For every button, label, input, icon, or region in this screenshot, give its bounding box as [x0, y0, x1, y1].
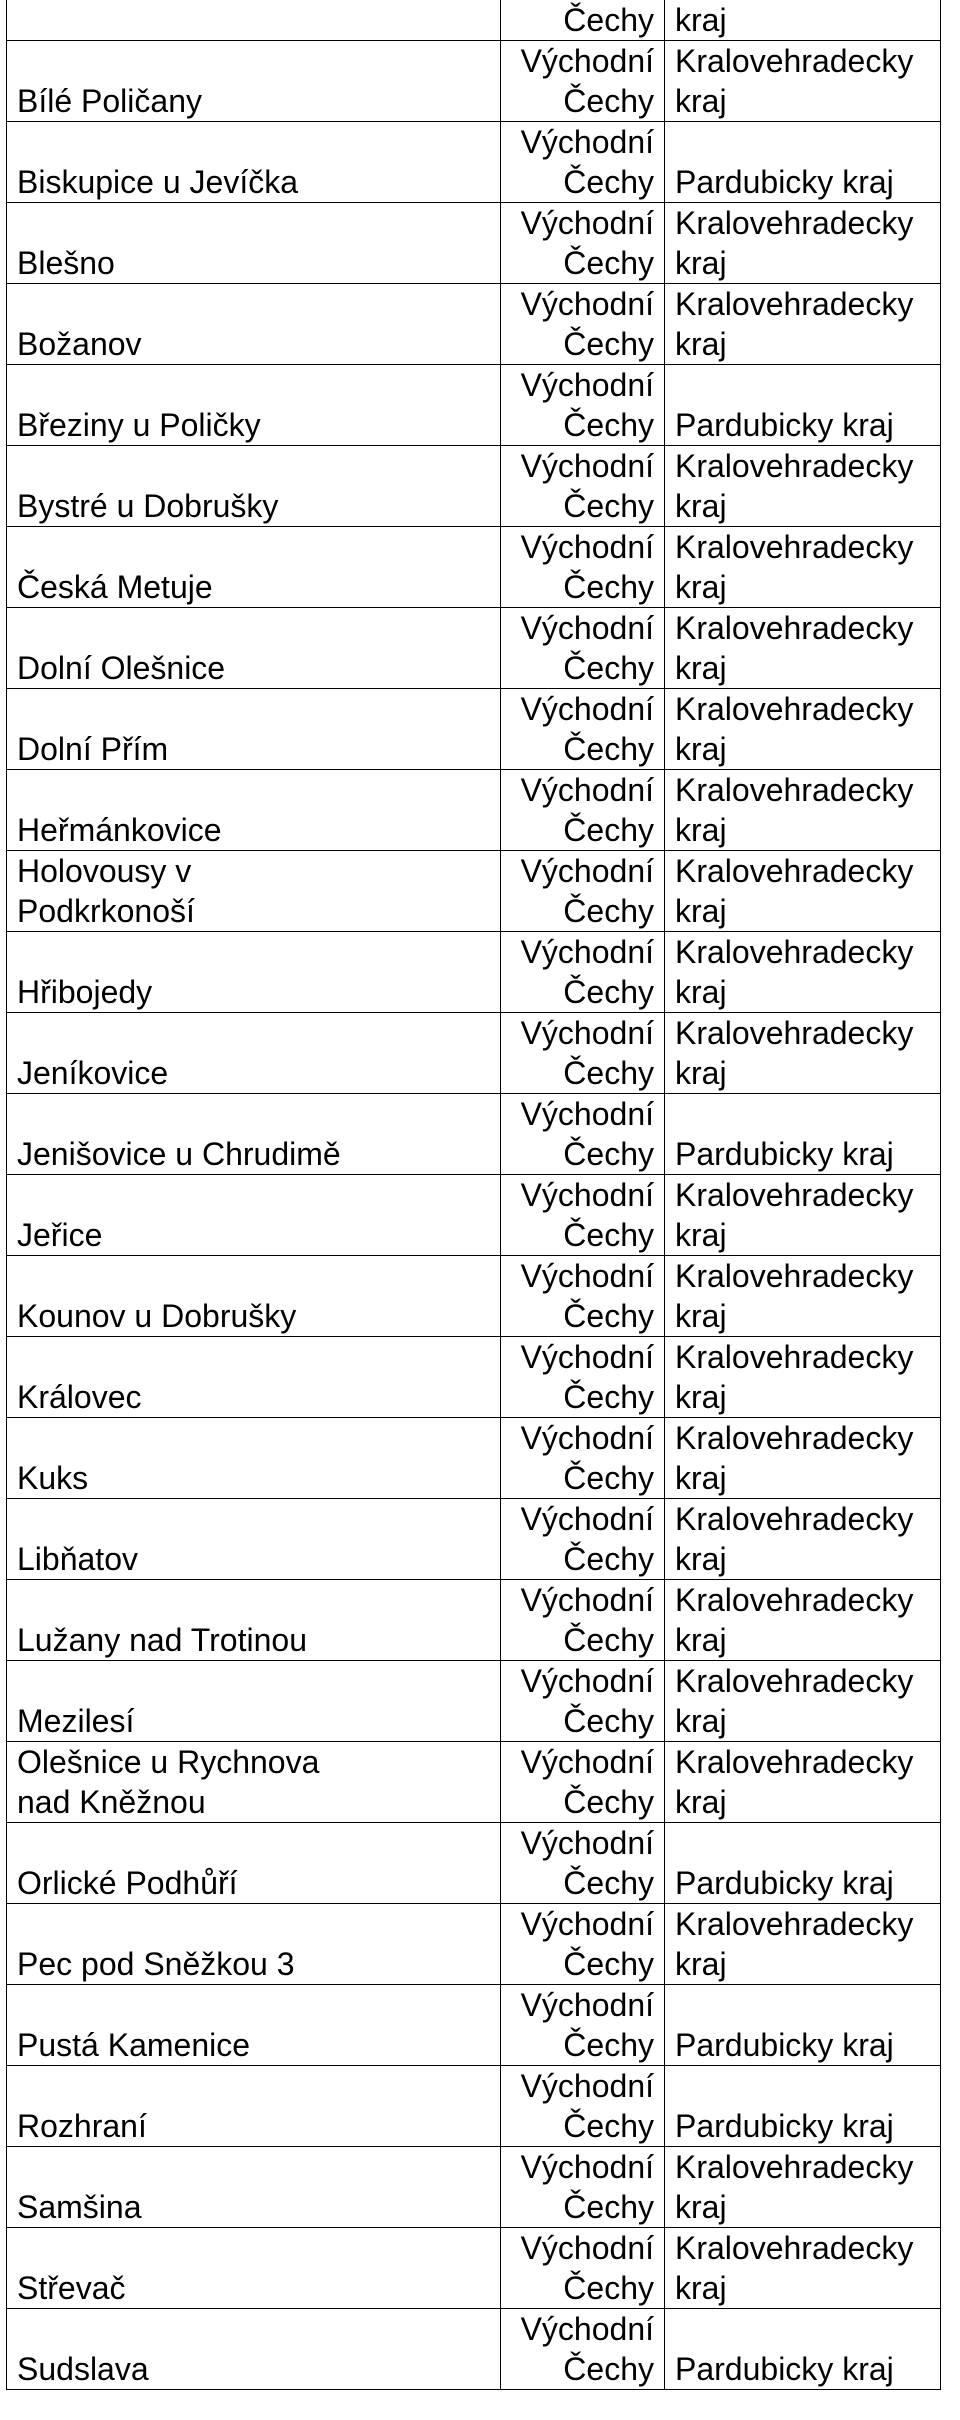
- region-line: Čechy: [563, 974, 654, 1010]
- kraj-cell: [665, 1580, 941, 1661]
- region-cell: [501, 1013, 665, 1094]
- kraj-line: kraj: [675, 812, 727, 848]
- region-line: Čechy: [563, 731, 654, 767]
- region-line: Východní: [520, 1258, 654, 1294]
- kraj-line: Kralovehradecky: [675, 43, 914, 79]
- region-line: Východní: [520, 1582, 654, 1618]
- region-line: Východní: [520, 205, 654, 241]
- table-row: [7, 2066, 941, 2147]
- region-line: Čechy: [563, 812, 654, 848]
- region-line: Východní: [520, 124, 654, 160]
- municipality-name-cell: [7, 932, 501, 1013]
- table-row: [7, 1985, 941, 2066]
- municipality-name-line: Březiny u Poličky: [17, 407, 261, 443]
- municipality-name-cell: [7, 1742, 501, 1823]
- kraj-line: kraj: [675, 83, 727, 119]
- table-row: [7, 2228, 941, 2309]
- table-row: [7, 932, 941, 1013]
- kraj-line: Pardubicky kraj: [675, 407, 894, 443]
- region-cell: [501, 1985, 665, 2066]
- table-row: [7, 1418, 941, 1499]
- kraj-cell: [665, 1418, 941, 1499]
- municipality-name-line: Bystré u Dobrušky: [17, 488, 279, 524]
- region-line: Čechy: [563, 2351, 654, 2387]
- municipality-name-cell: [7, 1823, 501, 1904]
- region-cell: [501, 2309, 665, 2390]
- kraj-line: kraj: [675, 1298, 727, 1334]
- municipality-name-line: Kounov u Dobrušky: [17, 1298, 297, 1334]
- kraj-cell: [665, 1175, 941, 1256]
- region-line: Čechy: [563, 488, 654, 524]
- municipality-name-cell: [7, 1499, 501, 1580]
- region-cell: [501, 1661, 665, 1742]
- table-row: [7, 689, 941, 770]
- municipality-name-line: Jenišovice u Chrudimě: [17, 1136, 341, 1172]
- municipality-name-cell: [7, 689, 501, 770]
- municipality-name-cell: [7, 122, 501, 203]
- region-line: Čechy: [563, 407, 654, 443]
- municipality-name-line: Jeníkovice: [17, 1055, 169, 1091]
- kraj-cell: [665, 1904, 941, 1985]
- municipality-name-line: Královec: [17, 1379, 142, 1415]
- municipality-name-cell: [7, 851, 501, 932]
- kraj-cell: [665, 2066, 941, 2147]
- municipality-name-cell: [7, 446, 501, 527]
- region-line: Čechy: [563, 1703, 654, 1739]
- region-line: Čechy: [563, 1622, 654, 1658]
- region-line: Východní: [520, 1906, 654, 1942]
- table-row: [7, 608, 941, 689]
- kraj-line: kraj: [675, 1541, 727, 1577]
- table-row: [7, 446, 941, 527]
- municipality-name-cell: [7, 2066, 501, 2147]
- table-row: [7, 1499, 941, 1580]
- kraj-cell: [665, 2228, 941, 2309]
- region-line: Východní: [520, 772, 654, 808]
- table-row: [7, 1661, 941, 1742]
- municipality-name-line: Hřibojedy: [17, 974, 153, 1010]
- municipality-name-cell: [7, 1013, 501, 1094]
- municipality-name-line: nad Kněžnou: [17, 1784, 206, 1820]
- municipality-name-line: Dolní Přím: [17, 731, 169, 767]
- region-line: Východní: [520, 367, 654, 403]
- table-row: [7, 1337, 941, 1418]
- kraj-line: Kralovehradecky: [675, 286, 914, 322]
- kraj-cell: [665, 1013, 941, 1094]
- region-line: Východní: [520, 43, 654, 79]
- region-line: Čechy: [563, 2189, 654, 2225]
- municipality-name-cell: [7, 2147, 501, 2228]
- region-cell: [501, 446, 665, 527]
- region-cell: [501, 689, 665, 770]
- table-row: [7, 527, 941, 608]
- municipality-name-line: Pustá Kamenice: [17, 2027, 251, 2063]
- region-line: Východní: [520, 1663, 654, 1699]
- region-line: Čechy: [563, 2270, 654, 2306]
- kraj-cell: [665, 1337, 941, 1418]
- region-line: Čechy: [563, 1136, 654, 1172]
- kraj-line: Kralovehradecky: [675, 2149, 914, 2185]
- kraj-line: Pardubicky kraj: [675, 2027, 894, 2063]
- kraj-cell: [665, 527, 941, 608]
- table-row: [7, 365, 941, 446]
- document-page: [6, 0, 940, 2390]
- region-line: Čechy: [563, 893, 654, 929]
- table-row-partial: [7, 0, 941, 41]
- kraj-line: Pardubicky kraj: [675, 164, 894, 200]
- kraj-cell: [665, 203, 941, 284]
- table-row: [7, 284, 941, 365]
- kraj-line: Kralovehradecky: [675, 1501, 914, 1537]
- municipality-name-line: Jeřice: [17, 1217, 103, 1253]
- region-line: Čechy: [563, 2108, 654, 2144]
- kraj-line: Pardubicky kraj: [675, 1865, 894, 1901]
- municipality-name-line: Lužany nad Trotinou: [17, 1622, 307, 1658]
- region-line: Východní: [520, 934, 654, 970]
- kraj-line: kraj: [675, 488, 727, 524]
- municipality-name-cell: [7, 284, 501, 365]
- kraj-cell: [665, 770, 941, 851]
- municipality-name-line: Božanov: [17, 326, 142, 362]
- region-line: Čechy: [563, 1865, 654, 1901]
- region-line: Čechy: [563, 569, 654, 605]
- kraj-line: Kralovehradecky: [675, 1258, 914, 1294]
- kraj-cell: [665, 365, 941, 446]
- municipality-name-cell: [7, 203, 501, 284]
- region-line: Čechy: [563, 83, 654, 119]
- region-cell: [501, 1580, 665, 1661]
- region-line: Východní: [520, 1501, 654, 1537]
- table-row: [7, 1094, 941, 1175]
- kraj-line: Kralovehradecky: [675, 853, 914, 889]
- region-cell: Čechy: [501, 0, 665, 41]
- region-cell: [501, 608, 665, 689]
- region-line: Čechy: [563, 1298, 654, 1334]
- region-cell: [501, 1094, 665, 1175]
- municipality-name-cell: [7, 770, 501, 851]
- kraj-line: Kralovehradecky: [675, 1015, 914, 1051]
- kraj-line: kraj: [675, 974, 727, 1010]
- municipality-name-cell: [7, 2309, 501, 2390]
- municipality-name-line: Bílé Poličany: [17, 83, 202, 119]
- municipality-name-line: Libňatov: [17, 1541, 138, 1577]
- region-cell: [501, 2147, 665, 2228]
- region-line: Čechy: [563, 1460, 654, 1496]
- municipality-name-line: Střevač: [17, 2270, 126, 2306]
- region-line: Čechy: [563, 1379, 654, 1415]
- region-cell: [501, 1256, 665, 1337]
- region-line: Východní: [520, 2311, 654, 2347]
- municipality-name-line: Heřmánkovice: [17, 812, 222, 848]
- municipality-name-cell: [7, 2228, 501, 2309]
- region-line: Čechy: [563, 650, 654, 686]
- kraj-line: Kralovehradecky: [675, 772, 914, 808]
- kraj-line: Pardubicky kraj: [675, 1136, 894, 1172]
- kraj-cell: kraj: [665, 0, 941, 41]
- municipality-name-line: Česká Metuje: [17, 569, 213, 605]
- region-line: Čechy: [563, 1541, 654, 1577]
- kraj-cell: [665, 689, 941, 770]
- kraj-line: kraj: [675, 1784, 727, 1820]
- region-line: Čechy: [563, 326, 654, 362]
- table-row: [7, 1823, 941, 1904]
- region-line: Čechy: [563, 164, 654, 200]
- region-line: Čechy: [563, 245, 654, 281]
- table-row: [7, 2147, 941, 2228]
- region-line: Východní: [520, 853, 654, 889]
- kraj-cell: [665, 446, 941, 527]
- municipality-name-cell: [7, 1337, 501, 1418]
- kraj-line: kraj: [675, 2270, 727, 2306]
- kraj-cell: [665, 41, 941, 122]
- region-cell: [501, 1337, 665, 1418]
- municipality-name-line: Rozhraní: [17, 2108, 147, 2144]
- region-line: Východní: [520, 1177, 654, 1213]
- kraj-line: Pardubicky kraj: [675, 2108, 894, 2144]
- region-line: Východní: [520, 1825, 654, 1861]
- table-row: [7, 1580, 941, 1661]
- region-line: Čechy: [563, 1946, 654, 1982]
- municipality-name-line: Holovousy v: [17, 853, 192, 889]
- region-line: Východní: [520, 529, 654, 565]
- kraj-cell: [665, 1823, 941, 1904]
- region-cell: [501, 284, 665, 365]
- municipality-name-line: Sudslava: [17, 2351, 149, 2387]
- region-line: Východní: [520, 691, 654, 727]
- table-row: [7, 851, 941, 932]
- table-row: [7, 1742, 941, 1823]
- region-cell: [501, 1904, 665, 1985]
- municipality-name-line: Blešno: [17, 245, 115, 281]
- kraj-cell: [665, 1499, 941, 1580]
- municipality-name-line: Orlické Podhůří: [17, 1865, 238, 1901]
- municipality-name-line: Pec pod Sněžkou 3: [17, 1946, 295, 1982]
- kraj-line: kraj: [675, 2189, 727, 2225]
- kraj-line: kraj: [675, 650, 727, 686]
- municipality-name-cell: [7, 0, 501, 41]
- region-cell: [501, 122, 665, 203]
- region-cell: [501, 1175, 665, 1256]
- region-line: Východní: [520, 1987, 654, 2023]
- kraj-cell: [665, 932, 941, 1013]
- municipality-name-line: Kuks: [17, 1460, 89, 1496]
- kraj-cell: [665, 2147, 941, 2228]
- municipality-name-line: Podkrkonoší: [17, 893, 195, 929]
- region-cell: [501, 1418, 665, 1499]
- municipality-name-cell: [7, 1985, 501, 2066]
- region-cell: [501, 2228, 665, 2309]
- kraj-line: kraj: [675, 893, 727, 929]
- kraj-cell: [665, 122, 941, 203]
- kraj-line: Kralovehradecky: [675, 448, 914, 484]
- region-line: Východní: [520, 610, 654, 646]
- kraj-line: Kralovehradecky: [675, 610, 914, 646]
- region-line: Čechy: [563, 1217, 654, 1253]
- kraj-line: Kralovehradecky: [675, 1663, 914, 1699]
- region-cell: [501, 527, 665, 608]
- municipality-name-line: Biskupice u Jevíčka: [17, 164, 299, 200]
- kraj-line: Kralovehradecky: [675, 1906, 914, 1942]
- region-line: Východní: [520, 1015, 654, 1051]
- municipality-name-cell: [7, 1904, 501, 1985]
- region-cell: [501, 770, 665, 851]
- kraj-line: Kralovehradecky: [675, 1339, 914, 1375]
- municipality-name-line: Olešnice u Rychnova: [17, 1744, 320, 1780]
- kraj-line: kraj: [675, 569, 727, 605]
- kraj-line: Kralovehradecky: [675, 205, 914, 241]
- kraj-line: kraj: [675, 1460, 727, 1496]
- region-cell: [501, 2066, 665, 2147]
- municipality-name-cell: [7, 1580, 501, 1661]
- kraj-line: Kralovehradecky: [675, 529, 914, 565]
- kraj-line: Kralovehradecky: [675, 1177, 914, 1213]
- region-cell: [501, 1742, 665, 1823]
- kraj-line: Kralovehradecky: [675, 1582, 914, 1618]
- region-cell: [501, 851, 665, 932]
- municipality-name-cell: [7, 1418, 501, 1499]
- municipality-name-cell: [7, 41, 501, 122]
- kraj-cell: [665, 1661, 941, 1742]
- region-line: Východní: [520, 1096, 654, 1132]
- kraj-line: Kralovehradecky: [675, 1420, 914, 1456]
- kraj-cell: [665, 284, 941, 365]
- region-line: Východní: [520, 2149, 654, 2185]
- region-line: Čechy: [563, 1784, 654, 1820]
- region-cell: [501, 41, 665, 122]
- region-line: Východní: [520, 1744, 654, 1780]
- municipality-name-cell: [7, 1094, 501, 1175]
- table-row: [7, 41, 941, 122]
- region-cell: [501, 365, 665, 446]
- table-row: [7, 770, 941, 851]
- municipality-name-cell: [7, 1661, 501, 1742]
- municipality-table: [6, 0, 941, 2390]
- table-row: [7, 1175, 941, 1256]
- municipality-name-cell: [7, 527, 501, 608]
- kraj-cell: [665, 851, 941, 932]
- kraj-cell: [665, 1985, 941, 2066]
- kraj-line: Kralovehradecky: [675, 934, 914, 970]
- region-cell: [501, 1499, 665, 1580]
- municipality-name-cell: [7, 1256, 501, 1337]
- kraj-line: kraj: [675, 731, 727, 767]
- kraj-line: Kralovehradecky: [675, 1744, 914, 1780]
- kraj-line: kraj: [675, 1379, 727, 1415]
- kraj-line: Kralovehradecky: [675, 691, 914, 727]
- table-row: [7, 2309, 941, 2390]
- kraj-cell: [665, 1094, 941, 1175]
- kraj-line: kraj: [675, 1703, 727, 1739]
- kraj-line: kraj: [675, 1622, 727, 1658]
- municipality-name-cell: [7, 1175, 501, 1256]
- kraj-line: kraj: [675, 245, 727, 281]
- region-line: Čechy: [563, 2027, 654, 2063]
- table-body: [7, 0, 941, 2390]
- kraj-line: Kralovehradecky: [675, 2230, 914, 2266]
- municipality-name-line: Mezilesí: [17, 1703, 135, 1739]
- table-row: [7, 122, 941, 203]
- kraj-line: Pardubicky kraj: [675, 2351, 894, 2387]
- region-line: Východní: [520, 2068, 654, 2104]
- municipality-name-cell: [7, 365, 501, 446]
- region-cell: [501, 1823, 665, 1904]
- table-row: [7, 1013, 941, 1094]
- region-line: Východní: [520, 448, 654, 484]
- kraj-cell: [665, 2309, 941, 2390]
- kraj-cell: [665, 608, 941, 689]
- kraj-line: kraj: [675, 1217, 727, 1253]
- municipality-name-line: Dolní Olešnice: [17, 650, 226, 686]
- region-line: Východní: [520, 1339, 654, 1375]
- kraj-line: kraj: [675, 326, 727, 362]
- region-line: Východní: [520, 1420, 654, 1456]
- table-row: [7, 1256, 941, 1337]
- kraj-cell: [665, 1742, 941, 1823]
- municipality-name-cell: [7, 608, 501, 689]
- region-cell: [501, 203, 665, 284]
- kraj-line: kraj: [675, 1946, 727, 1982]
- table-row: [7, 1904, 941, 1985]
- region-cell: [501, 932, 665, 1013]
- region-line: Východní: [520, 2230, 654, 2266]
- municipality-name-line: Samšina: [17, 2189, 142, 2225]
- table-row: [7, 203, 941, 284]
- kraj-cell: [665, 1256, 941, 1337]
- region-line: Čechy: [563, 1055, 654, 1091]
- kraj-line: kraj: [675, 1055, 727, 1091]
- region-line: Východní: [520, 286, 654, 322]
